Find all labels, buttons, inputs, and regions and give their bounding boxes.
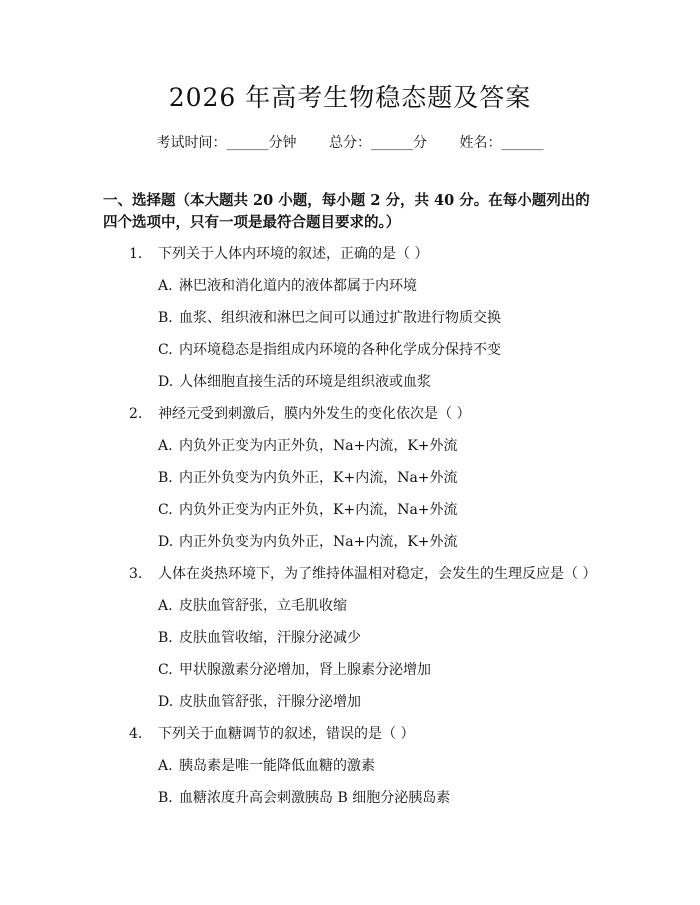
option [0,432,700,464]
option [0,688,700,720]
option-text: 内负外正变为内正外负，Na+内流，K+外流 [179,438,458,454]
option-letter: A. [158,438,173,454]
option-letter: A. [158,598,173,614]
option-text: 血糖浓度升高会刺激胰岛 B 细胞分泌胰岛素 [179,790,451,806]
option [0,784,700,816]
option-text: 甲状腺激素分泌增加，肾上腺素分泌增加 [179,662,431,678]
page-title: 2026 年高考生物稳态题及答案 [168,83,532,112]
question-number: 2. [129,406,143,422]
option [0,624,700,656]
option-letter: C. [158,502,173,518]
option [0,304,700,336]
exam-time-field: 考试时间：______分钟 [156,135,297,151]
option [0,528,700,560]
option-letter: A. [158,758,173,774]
question-text: 神经元受到刺激后，膜内外发生的变化依次是（ ） [158,406,471,422]
question-list [0,240,700,816]
option [0,272,700,304]
option [0,336,700,368]
option-letter: D. [158,374,174,390]
option-text: 皮肤血管收缩，汗腺分泌减少 [179,630,361,646]
question-number: 1. [129,246,143,262]
option-letter: A. [158,278,173,294]
option [0,496,700,528]
option-letter: B. [158,790,173,806]
option-text: 淋巴液和消化道内的液体都属于内环境 [179,278,417,294]
option [0,752,700,784]
option-text: 内环境稳态是指组成内环境的各种化学成分保持不变 [179,342,501,358]
option [0,368,700,400]
question-text: 下列关于人体内环境的叙述，正确的是（ ） [158,246,429,262]
name-field: 姓名：______ [459,135,544,151]
option [0,656,700,688]
option-text: 皮肤血管舒张，立毛肌收缩 [179,598,347,614]
option-letter: B. [158,310,173,326]
option [0,464,700,496]
option-letter: B. [158,630,173,646]
question-text: 人体在炎热环境下，为了维持体温相对稳定，会发生的生理反应是（ ） [158,566,597,582]
option-letter: C. [158,342,173,358]
question [0,400,700,432]
question [0,720,700,752]
option-text: 内正外负变为内负外正，K+内流，Na+外流 [179,470,458,486]
option-text: 胰岛素是唯一能降低血糖的激素 [179,758,375,774]
option-letter: C. [158,662,173,678]
option-letter: D. [158,694,174,710]
question-text: 下列关于血糖调节的叙述，错误的是（ ） [158,726,415,742]
option-text: 血浆、组织液和淋巴之间可以通过扩散进行物质交换 [179,310,501,326]
option-text: 人体细胞直接生活的环境是组织液或血浆 [179,374,431,390]
option-letter: B. [158,470,173,486]
option-letter: D. [158,534,174,550]
option [0,592,700,624]
option-text: 内正外负变为内负外正，Na+内流，K+外流 [179,534,458,550]
question-number: 4. [129,726,143,742]
total-score-field: 总分：______分 [329,135,427,151]
question [0,240,700,272]
option-text: 皮肤血管舒张，汗腺分泌增加 [179,694,361,710]
question [0,560,700,592]
question-number: 3. [129,566,143,582]
section-heading: 一、选择题（本大题共 20 小题，每小题 2 分，共 40 分。在每小题列出的四个选项中，只有一项是最符合题目要求的。） [103,192,590,231]
option-text: 内负外正变为内正外负，K+内流，Na+外流 [179,502,458,518]
exam-info [0,132,700,152]
